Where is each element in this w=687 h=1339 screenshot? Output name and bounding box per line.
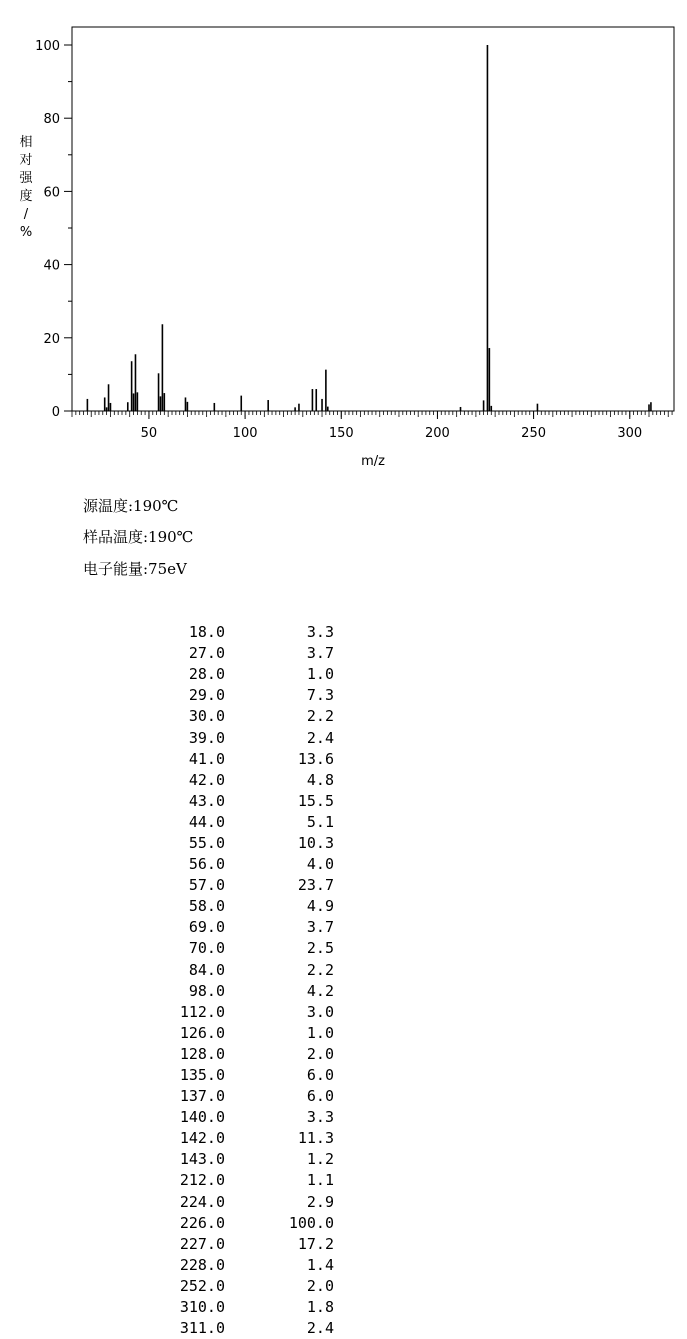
peak-intensity: 2.2 [306,960,334,979]
x-tick-label: 300 [617,426,643,441]
peak-row [150,1170,334,1191]
peak-mz: 29.0 [188,686,225,705]
peak-mz: 55.0 [188,833,225,852]
peak-intensity: 2.4 [306,1319,334,1338]
peak-mz: 228.0 [179,1255,225,1274]
peak-intensity: 4.8 [306,770,334,789]
source-temperature: 源温度:190℃ [83,497,179,515]
peak-intensity: 6.0 [306,1087,334,1106]
sample-temperature: 样品温度:190℃ [83,528,194,546]
peak-intensity: 1.0 [306,1023,334,1042]
peak-mz: 43.0 [188,791,225,810]
peak-row [150,1276,334,1297]
x-tick-label: 150 [328,426,354,441]
peak-intensity: 4.9 [306,897,334,916]
peak-intensity: 15.5 [297,791,334,810]
peak-intensity: 2.2 [306,707,334,726]
peak-row [150,770,334,791]
peak-mz: 212.0 [179,1171,225,1190]
peak-row [150,833,334,854]
peak-intensity: 5.1 [306,812,334,831]
peak-row [150,1297,334,1318]
peak-row [150,960,334,981]
peak-intensity: 7.3 [306,686,334,705]
peak-intensity: 17.2 [297,1234,334,1253]
peak-mz: 58.0 [188,897,225,916]
peak-intensity: 2.5 [306,939,334,958]
peak-mz: 56.0 [188,855,225,874]
y-tick-label: 0 [51,405,60,420]
peak-intensity: 2.9 [306,1192,334,1211]
peak-row [150,1149,334,1170]
peak-row [150,875,334,896]
peak-intensity: 2.4 [306,728,334,747]
peak-mz: 140.0 [179,1108,225,1127]
y-tick-label: 40 [43,258,60,274]
peak-intensity: 13.6 [297,749,334,768]
peak-intensity: 100.0 [288,1213,334,1232]
peak-table [150,622,334,1339]
peak-mz: 41.0 [188,749,225,768]
peak-mz: 126.0 [179,1023,225,1042]
peak-mz: 227.0 [179,1234,225,1253]
peak-row [150,981,334,1002]
peak-intensity: 3.7 [306,644,334,663]
peak-row [150,643,334,664]
peak-mz: 226.0 [179,1213,225,1232]
x-axis-label: m/z [361,454,385,469]
peak-row [150,917,334,938]
peak-intensity: 3.3 [306,623,334,642]
x-tick-label: 50 [140,426,158,441]
peak-row [150,1255,334,1276]
peak-row [150,1107,334,1128]
peak-row [150,812,334,833]
peak-row [150,1213,334,1234]
peak-mz: 84.0 [188,960,225,979]
peak-row [150,1128,334,1149]
peak-mz: 112.0 [179,1002,225,1021]
peak-mz: 30.0 [188,707,225,726]
peak-intensity: 11.3 [297,1129,334,1148]
peak-intensity: 23.7 [297,876,334,895]
peak-intensity: 2.0 [306,1276,334,1295]
peak-intensity: 3.0 [306,1002,334,1021]
peak-mz: 57.0 [188,876,225,895]
peak-mz: 44.0 [188,812,225,831]
peak-mz: 142.0 [179,1129,225,1148]
peak-mz: 128.0 [179,1044,225,1063]
y-tick-label: 80 [43,112,60,128]
peak-intensity: 10.3 [297,833,334,852]
mass-spectrum-chart [0,0,687,480]
peak-mz: 252.0 [179,1276,225,1295]
peak-row [150,1234,334,1255]
y-tick-label: 60 [43,185,60,201]
y-tick-label: 20 [43,331,60,347]
peak-intensity: 1.1 [306,1171,334,1190]
peak-row [150,622,334,643]
peak-mz: 27.0 [188,644,225,663]
peak-row [150,1023,334,1044]
peak-row [150,706,334,727]
peak-row [150,685,334,706]
peak-mz: 310.0 [179,1298,225,1317]
peak-row [150,791,334,812]
x-tick-label: 100 [232,426,258,441]
peak-intensity: 6.0 [306,1066,334,1085]
y-tick-label: 100 [35,39,60,54]
x-tick-label: 200 [425,426,450,441]
peak-mz: 42.0 [188,770,225,789]
peak-intensity: 1.2 [306,1150,334,1169]
peak-row [150,1318,334,1339]
peak-row [150,749,334,770]
peak-intensity: 1.4 [306,1255,334,1274]
y-axis-label: 相对强度/ % [19,135,33,240]
peak-mz: 39.0 [188,728,225,747]
peak-row [150,1002,334,1023]
peak-mz: 70.0 [188,939,225,958]
peak-mz: 143.0 [179,1150,225,1169]
peak-mz: 137.0 [179,1087,225,1106]
peak-row [150,1192,334,1213]
peak-mz: 69.0 [188,918,225,937]
peak-row [150,1086,334,1107]
peak-intensity: 4.2 [306,981,334,1000]
peak-intensity: 1.8 [306,1298,334,1317]
peak-row [150,854,334,875]
peak-mz: 18.0 [188,623,225,642]
peak-mz: 98.0 [188,981,225,1000]
peak-row [150,664,334,685]
peak-row [150,938,334,959]
peak-intensity: 3.3 [306,1108,334,1127]
peak-row [150,1065,334,1086]
peak-mz: 135.0 [179,1066,225,1085]
peak-intensity: 4.0 [306,855,334,874]
peak-mz: 311.0 [179,1319,225,1338]
x-tick-label: 250 [521,426,547,441]
peak-row [150,896,334,917]
electron-energy: 电子能量:75eV [83,560,187,578]
peak-intensity: 3.7 [306,918,334,937]
peak-row [150,1044,334,1065]
peak-mz: 28.0 [188,665,225,684]
peak-intensity: 1.0 [306,665,334,684]
peak-intensity: 2.0 [306,1044,334,1063]
peak-mz: 224.0 [179,1192,225,1211]
peak-row [150,727,334,748]
chart-bars [87,45,651,411]
